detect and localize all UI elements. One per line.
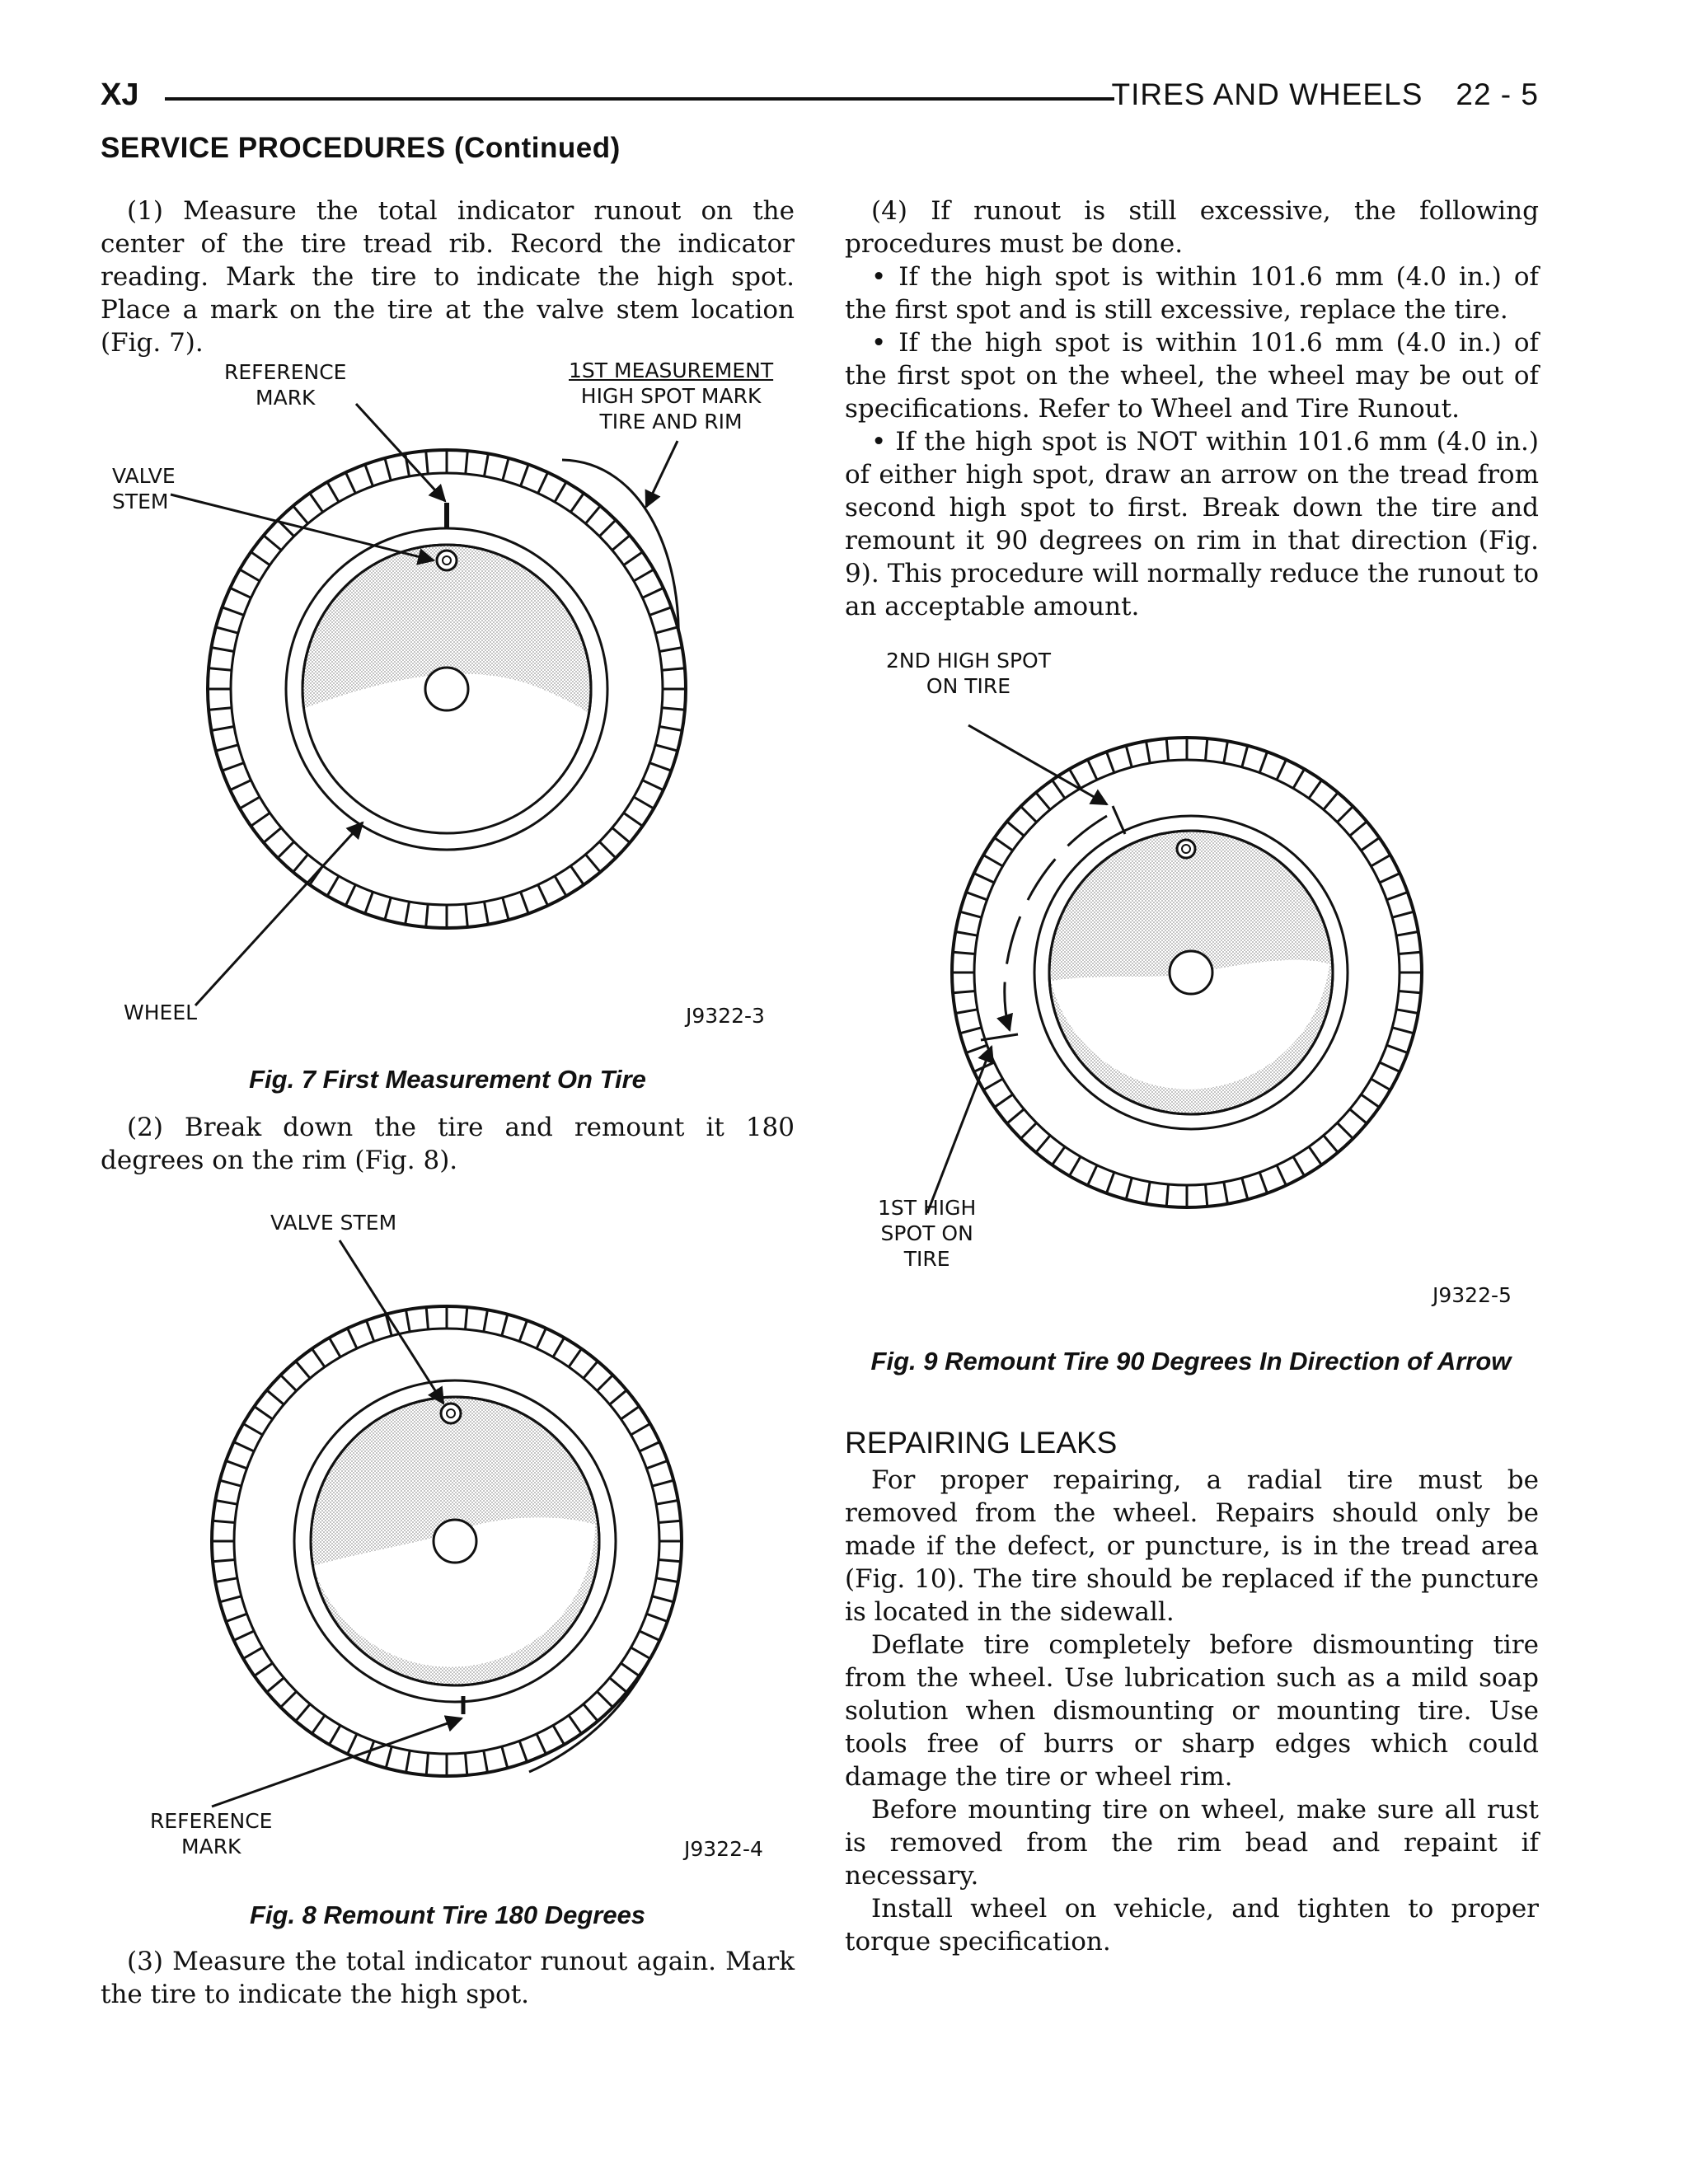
header-rule	[165, 97, 1114, 101]
figure-8	[101, 1203, 795, 1863]
label-first-high-spot: 1ST HIGH SPOT ON TIRE	[878, 1196, 977, 1271]
figure-7-code: J9322-3	[686, 1004, 765, 1028]
repairing-paragraph-4: Install wheel on vehicle, and tighten to proper torque specification.	[845, 1894, 1539, 1957]
label-measurement-detail: HIGH SPOT MARK TIRE AND RIM	[580, 384, 762, 434]
figure-9-caption: Fig. 9 Remount Tire 90 Degrees In Direction of Arrow	[870, 1347, 1512, 1376]
header-model: XJ	[101, 77, 139, 112]
label-reference-mark: REFERENCE MARK	[224, 360, 347, 410]
bullet-3: • If the high spot is NOT within 101.6 mm (4.0 in.) of either high spot, draw an arrow on the tread from second high spot to first. Break down the tire and remount it 90 degrees on rim in that direction (Fig. 9). This procedure will normally reduce the runout to an acceptable amount.	[845, 427, 1539, 621]
figure-9	[845, 643, 1539, 1319]
header-page-number: 22 - 5	[1456, 77, 1539, 111]
label-second-high-spot: 2ND HIGH SPOT ON TIRE	[886, 649, 1051, 698]
repairing-paragraph-3: Before mounting tire on wheel, make sure all rust is removed from the rim bead and repaint if necessary.	[845, 1795, 1539, 1891]
label-measurement-title: 1ST MEASUREMENT	[569, 359, 774, 382]
bullet-2: • If the high spot is within 101.6 mm (4.0 in.) of the first spot on the wheel, the wheel may be out of specifications. Refer to Wheel and Tire Runout.	[845, 328, 1539, 424]
header-section: TIRES AND WHEELS	[1111, 77, 1423, 111]
label-valve-stem: VALVE STEM	[270, 1211, 397, 1235]
repairing-paragraph-2: Deflate tire completely before dismounting tire from the wheel. Use lubrication such as a mild soap solution when dismounting or mounting tire. Use tools free of burrs or sharp edges which could damage the tire or wheel rim.	[845, 1630, 1539, 1792]
label-wheel: WHEEL	[124, 1001, 198, 1024]
repairing-paragraph-1: For proper repairing, a radial tire must be removed from the wheel. Repairs should only be made if the defect, or puncture, is in the tread area (Fig. 10). The tire should be replaced if the puncture is located in the sidewall.	[845, 1465, 1539, 1627]
hub-hole	[1170, 951, 1212, 994]
first-high-spot-leader	[927, 1047, 992, 1213]
step-3-text: (3) Measure the total indicator runout again. Mark the tire to indicate the high spot.	[101, 1947, 795, 2009]
header-right	[1112, 77, 1539, 112]
step-4-text: (4) If runout is still excessive, the following procedures must be done.	[845, 196, 1539, 259]
bullet-1: • If the high spot is within 101.6 mm (4.0 in.) of the first spot and is still excessive, replace the tire.	[845, 262, 1539, 325]
valve-stem-ring	[437, 551, 457, 570]
hub-hole	[425, 668, 468, 710]
label-measurement	[569, 358, 773, 434]
figure-8-drawing	[101, 1203, 795, 1863]
valve-stem-ring	[1177, 840, 1195, 858]
repairing-leaks-heading: REPAIRING LEAKS	[845, 1426, 1118, 1460]
step-2-text: (2) Break down the tire and remount it 180 degrees on the rim (Fig. 8).	[101, 1113, 795, 1175]
figure-7-drawing	[101, 354, 795, 1030]
figure-9-code: J9322-5	[1432, 1283, 1512, 1307]
figure-7	[101, 354, 795, 1030]
measurement-leader	[646, 441, 678, 507]
label-valve-stem: VALVE STEM	[112, 464, 176, 513]
label-reference-mark: REFERENCE MARK	[150, 1809, 273, 1858]
section-title: SERVICE PROCEDURES (Continued)	[101, 132, 621, 164]
figure-7-caption: Fig. 7 First Measurement On Tire	[249, 1065, 646, 1094]
page-header	[101, 76, 1539, 117]
valve-stem-ring	[441, 1404, 461, 1423]
figure-8-code: J9322-4	[684, 1837, 763, 1861]
step-1-text: (1) Measure the total indicator runout on the center of the tire tread rib. Record the indicator reading. Mark the tire to indicate the high spot. Place a mark on the tire at the valve stem location (Fig. 7).	[101, 196, 795, 358]
hub-hole	[434, 1520, 476, 1563]
figure-8-caption: Fig. 8 Remount Tire 180 Degrees	[249, 1900, 646, 1929]
